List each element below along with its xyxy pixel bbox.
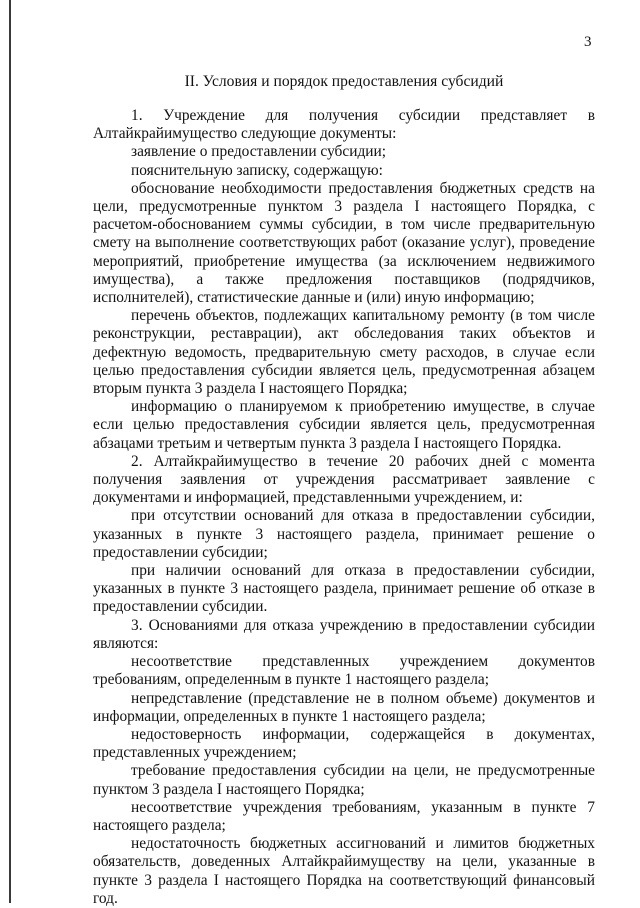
paragraph: несоответствие учреждения требованиям, указанным в пункте 7 настоящего раздела; xyxy=(93,798,595,834)
paragraph: недостаточность бюджетных ассигнований и лимитов бюджетных обязательств, доведенных Алтайкрайимуществу на цели, указанные в пункте 3 раздела I настоящего Порядка на соответствующий финансовый год. xyxy=(93,835,595,907)
paragraph: 3. Основаниями для отказа учреждению в предоставлении субсидии являются: xyxy=(93,616,595,652)
paragraph: 2. Алтайкрайимущество в течение 20 рабочих дней с момента получения заявления от учреждения рассматривает заявление с документами и информацией, представленными учреждением, и: xyxy=(93,452,595,507)
paragraph: пояснительную записку, содержащую: xyxy=(131,161,383,179)
paragraph: перечень объектов, подлежащих капитальному ремонту (в том числе реконструкции, реставрации), акт обследования таких объектов и дефектную ведомость, предварительную смету расходов, в случае если целью предоставления субсидии является цель, предусмотренная абзацем вторым пункта 3 раздела I настоящего Порядка; xyxy=(93,307,595,398)
paragraph: непредставление (представление не в полном объеме) документов и информации, определенных в пункте 1 настоящего раздела; xyxy=(93,689,595,725)
scan-edge-line xyxy=(9,0,11,903)
paragraph: при наличии оснований для отказа в предоставлении субсидии, указанных в пункте 3 настоящего раздела, принимает решение об отказе в предоставлении субсидии. xyxy=(93,562,595,616)
paragraph: заявление о предоставлении субсидии; xyxy=(131,143,387,161)
paragraph: обоснование необходимости предоставления бюджетных средств на цели, предусмотренные пунктом 3 раздела I настоящего Порядка, с расчетом-обоснованием суммы субсидии, в том числе предварительную смету на выполнение соответствующих работ (оказание услуг), проведение мероприятий, приобретение имущества (за исключением недвижимого имущества), а также предложения поставщиков (подрядчиков, исполнителей), статистические данные и (или) иную информацию; xyxy=(93,179,595,307)
paragraph: информацию о планируемом к приобретению имуществе, в случае если целью предоставления субсидии является цель, предусмотренная абзацами третьим и четвертым пункта 3 раздела I настоящего Порядка. xyxy=(93,398,595,452)
paragraph: несоответствие представленных учреждением документов требованиям, определенным в пункте 1 настоящего раздела; xyxy=(93,653,595,689)
page-number: 3 xyxy=(584,34,592,50)
document-body xyxy=(93,107,595,908)
section-title: II. Условия и порядок предоставления субсидий xyxy=(184,73,504,90)
paragraph: требование предоставления субсидии на цели, не предусмотренные пунктом 3 раздела I настоящего Порядка; xyxy=(93,762,595,798)
paragraph: при отсутствии оснований для отказа в предоставлении субсидии, указанных в пункте 3 настоящего раздела, принимает решение о предоставлении субсидии; xyxy=(93,507,595,561)
paragraph: 1. Учреждение для получения субсидии представляет в Алтайкрайимущество следующие документы: xyxy=(93,107,595,143)
paragraph: недостоверность информации, содержащейся в документах, представленных учреждением; xyxy=(93,725,595,762)
